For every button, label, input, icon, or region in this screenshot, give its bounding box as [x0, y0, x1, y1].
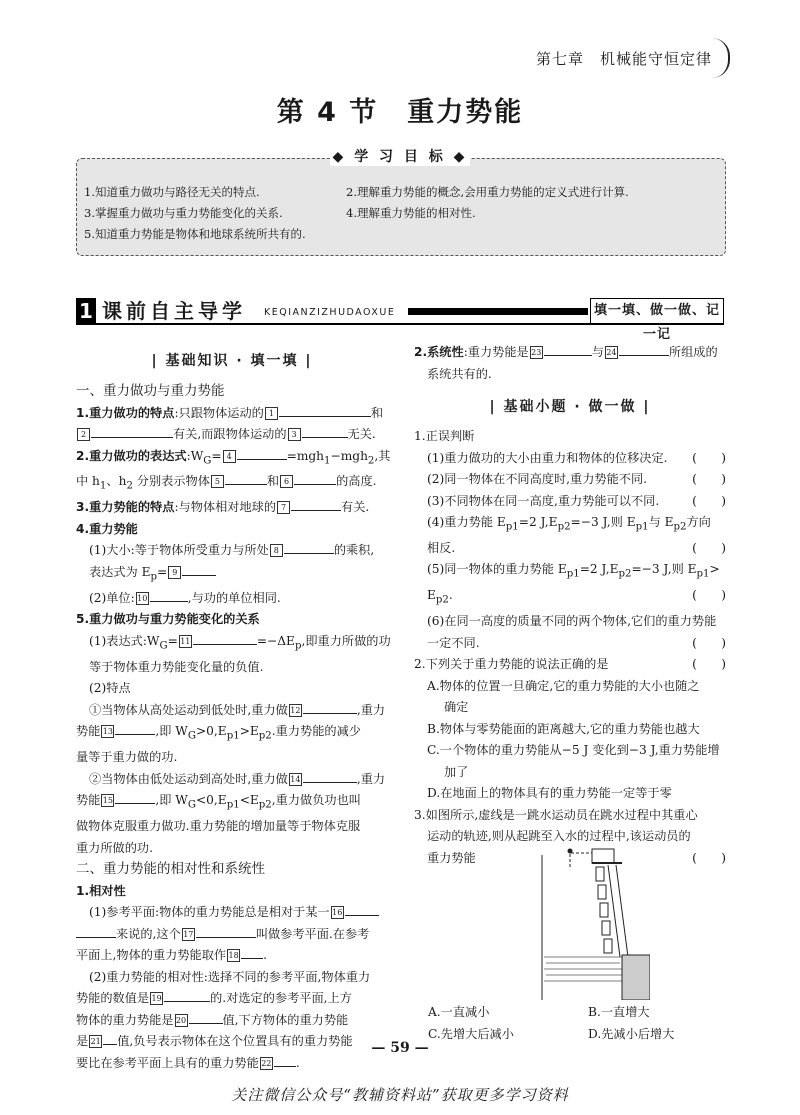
goal-item: 3.掌握重力做功与重力势能变化的关系. [84, 206, 283, 220]
part2-title: 二、重力势能的相对性和系统性 [76, 861, 265, 878]
right-column: 2.系统性:重力势能是 23 与 24 所组成的 系统共有的. [414, 342, 726, 385]
header-curve [712, 38, 730, 78]
banner-tag: 填一填、做一做、记一记 [590, 298, 724, 324]
banner-title: 课前自主导学 [102, 299, 246, 323]
goals-heading: ◆ 学 习 目 标 ◆ [330, 146, 470, 166]
banner-bar [408, 308, 588, 315]
part1-title: 一、重力做功与重力势能 [76, 383, 225, 399]
page-number: — 59 — [371, 1040, 429, 1056]
goal-item: 1.知道重力做功与路径无关的特点. [84, 185, 260, 199]
footer-note: 关注微信公众号“教辅资料站”获取更多学习资料 [231, 1086, 569, 1104]
right-questions: 1.正误判断 (1)重力做功的大小由重力和物体的位移决定. ( ) (2)同一物体在不同高度时,重力势能不同. ( ) (3)不同物体在同一高度,重力势能可以不同. ( ) (4)重力势能 $E_{p1}=2$ $J,E_{p2}=-3$ J,则 $E_{p1}$与 $E_{p2}$方向 相反. ( ) (5)同一物体的重力势能 $E_{p1}=2$ $J,E_{p2}=-3$ J,则 $E_{p1}>$ $E_{p2}$. ( ) (6)在同一高度的质量不同的两个物体,它们的重力势能 一定不同. ( ) 2.下列关于重力势能的说法正确的是 ( ) A.物体的位置一旦确定,它的重力势能的大小也随之 确定 B.物体与零势能面的距离越大,它的重力势能也越大 C.一个物体的重力势能从−5 J 变化到−3 J,重力势能增 加了 D.在地面上的物体具有的重力势能一定等于零 3.如图所示,虚线是一跳水运动员在跳水过程中其重心 运动的轨迹,则从起跳至入水的过程中,该运动员的 重力势能 ( ) [414, 429, 726, 865]
goal-item: 5.知道重力势能是物体和地球系统所共有的. [84, 227, 306, 241]
left-column: 一、重力做功与重力势能 1.重力做功的特点:只跟物体运动的 1 和 2 有关,而跟物体运动的 3 无关. 2.重力做功的表达式$:W_G= 4 =mgh_1-mgh_2$,其 中 $h_1$、$h_2$ 分别表示物体 5 和 6 的高度. 3.重力势能的特点:与物体相对地球的 7 有关. 4.重力势能 (1)大小:等于物体所受重力与所处 8 的乘积, 表达式为 $E_p= 9$ (2)单位: 10 ,与功的单位相同. 5.重力做功与重力势能变化的关系 (1)表达式$:W_G= 11 =-\Delta E_p$,即重力所做的功 等于物体重力势能变化量的负值. (2)特点 ①当物体从高处运动到低处时,重力做 12 ,重力 势能 13 ,即 $W_G>0,E_{p1}>E_{p2}$.重力势能的减少 量等于重力做的功. ②当物体由低处运动到高处时,重力做 14 ,重力 势能 15 ,即 $W_G<0,E_{p1}<E_{p2}$,重力做负功也叫 做物体克服重力做功.重力势能的增加量等于物体克服 重力所做的功. 二、重力势能的相对性和系统性 1.相对性 (1)参考平面:物体的重力势能总是相对于某一 16 来说的,这个 17 叫做参考平面.在参考 平面上,物体的重力势能取作 18 . (2)重力势能的相对性:选择不同的参考平面,物体重力 势能的数值是 19 的.对选定的参考平面,上方 物体的重力势能是 20 值,下方物体的重力势能 是 21 值,负号表示物体在这个位置具有的重力势能 要比在参考平面上具有的重力势能 22 . [76, 383, 391, 1070]
left-section-heading: | 基础知识 · 填一填 | [151, 353, 313, 369]
q3-options: A.一直减小 B.一直增大 C.先增大后减小 D.先减小后增大 [428, 1005, 675, 1041]
banner-rule [76, 323, 724, 325]
banner-subtitle: KEQIANZIZHUDAOXUE [264, 307, 396, 318]
section-banner [76, 298, 724, 342]
diving-figure [532, 845, 650, 1000]
goal-item: 4.理解重力势能的相对性. [346, 206, 476, 220]
right-section-heading: | 基础小题 · 做一做 | [489, 399, 651, 415]
goal-item: 2.理解重力势能的概念,会用重力势能的定义式进行计算. [346, 185, 629, 199]
banner-number: 1 [76, 298, 96, 324]
page-title: 第 4 节 重力势能 [276, 97, 524, 128]
chapter-header: 第七章 机械能守恒定律 [535, 50, 712, 68]
